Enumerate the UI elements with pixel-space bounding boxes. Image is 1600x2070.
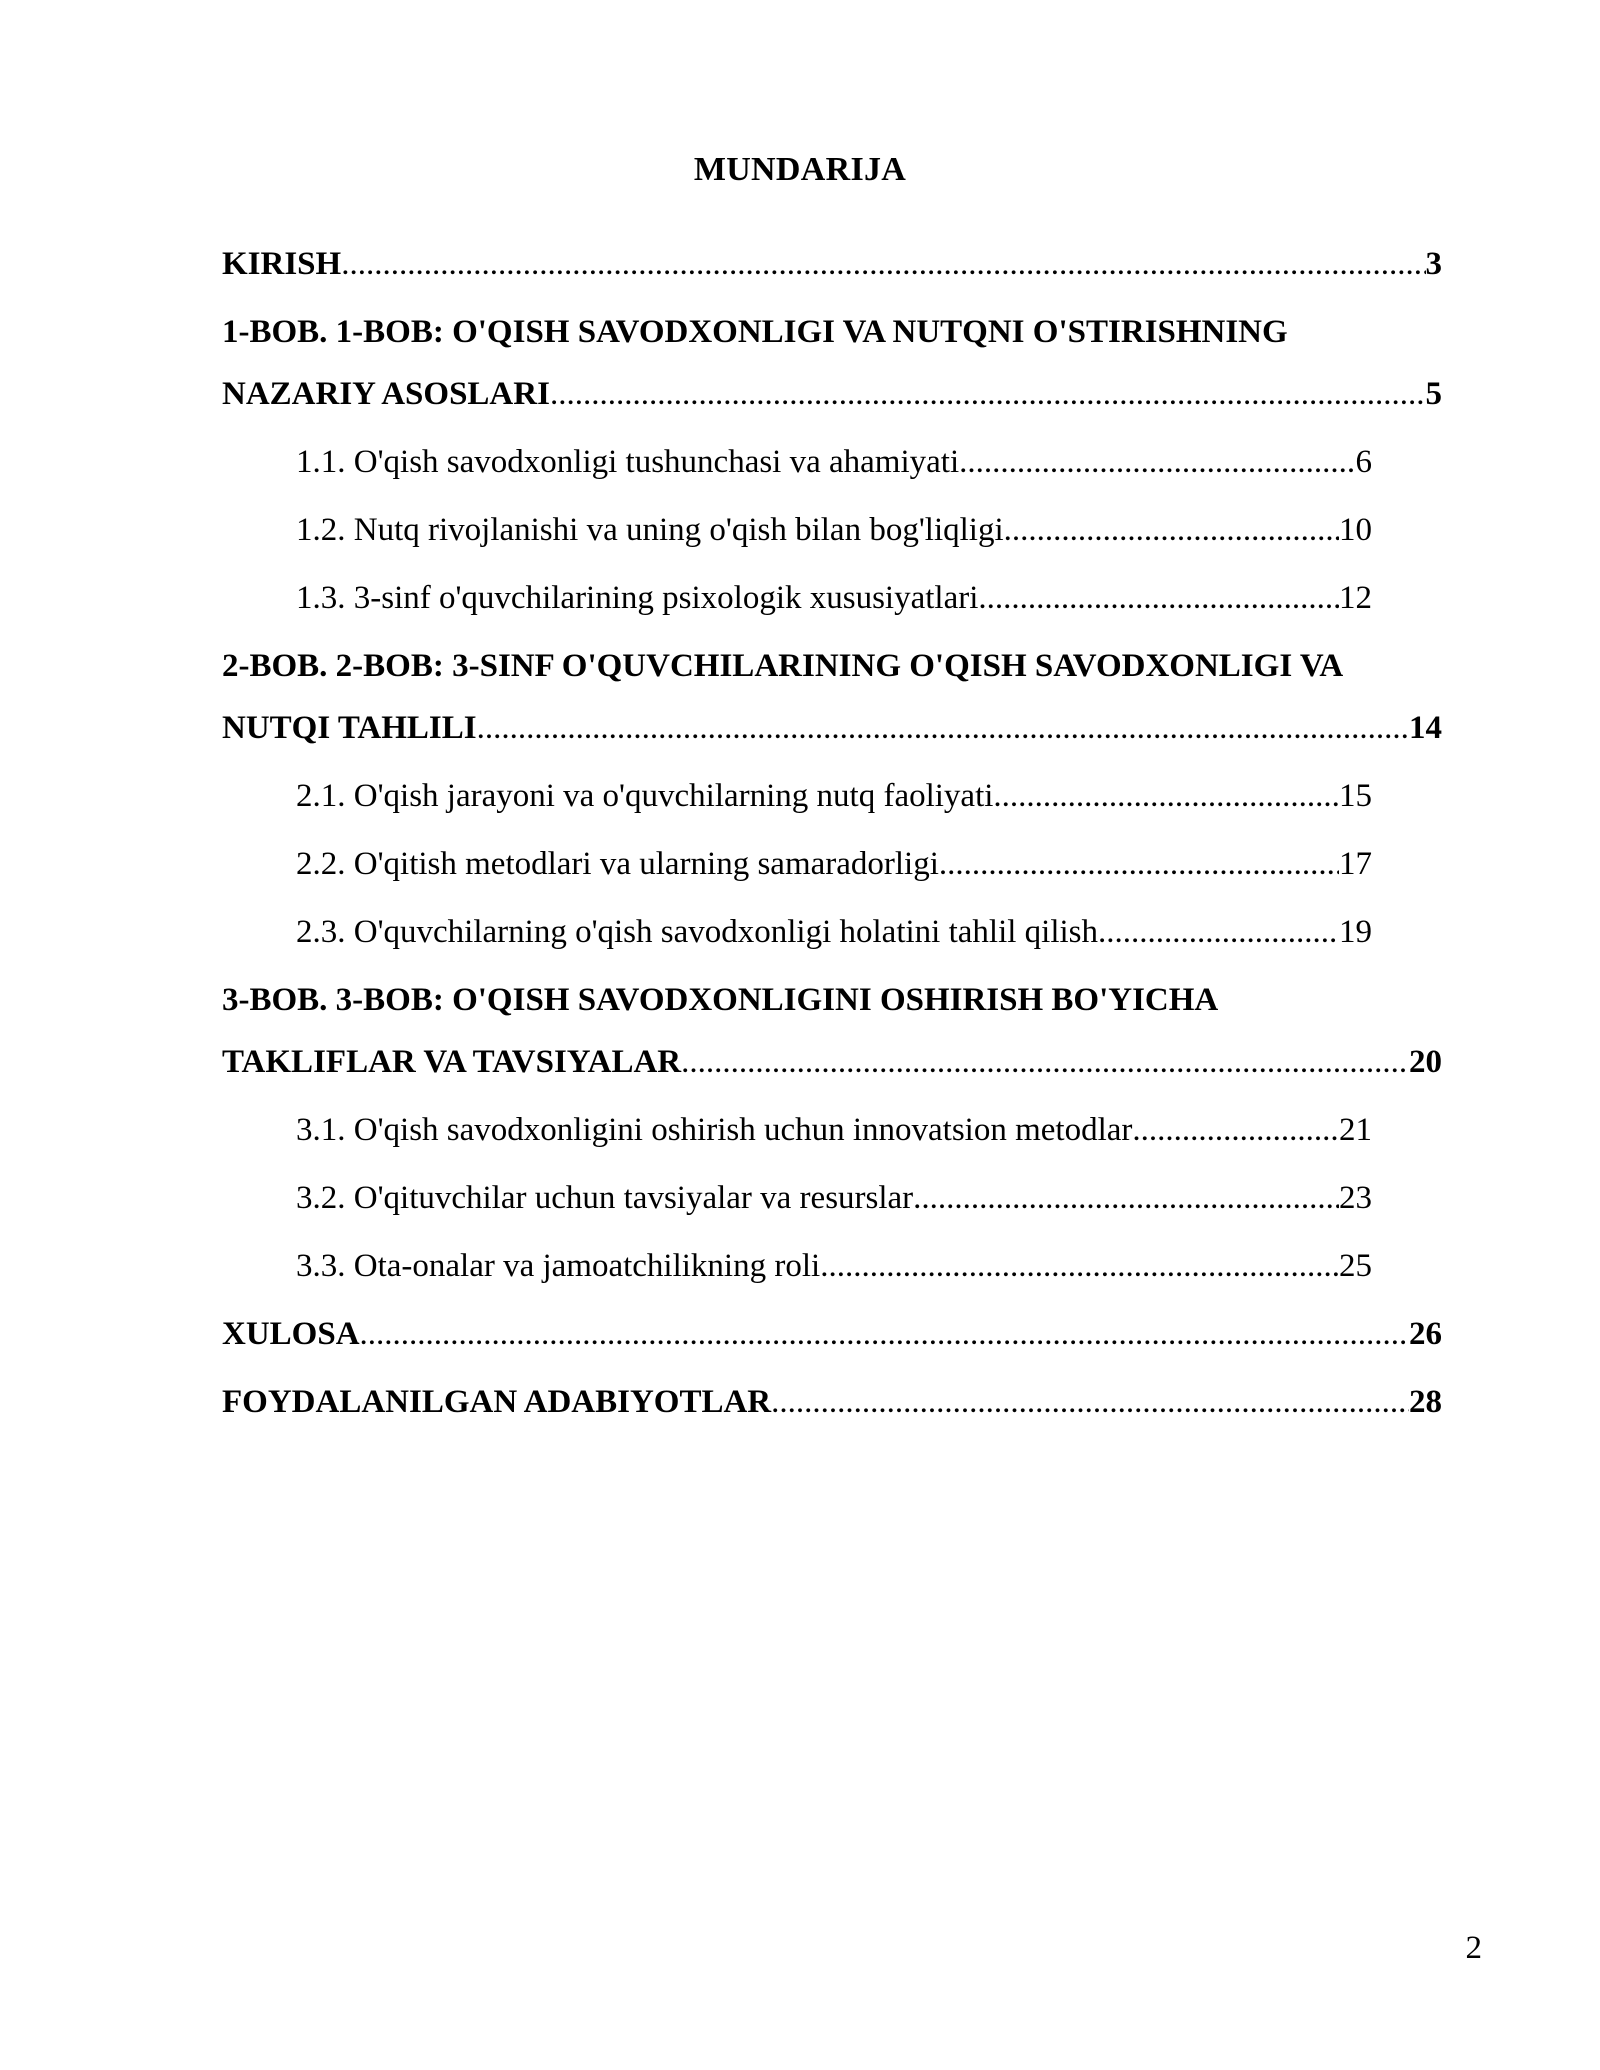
toc-page-number: 10 (1339, 512, 1372, 548)
toc-page-number: 3 (1425, 246, 1442, 282)
dot-leader (820, 1244, 1339, 1288)
toc-chapter-1-heading[interactable] (222, 310, 1442, 372)
toc-chapter-3-heading[interactable] (222, 978, 1442, 1040)
toc-section-2-1[interactable] (222, 774, 1372, 842)
page-title: MUNDARIJA (693, 151, 907, 188)
toc-entry-label: KIRISH (222, 246, 342, 282)
dot-leader (771, 1380, 1409, 1424)
toc-chapter-2-heading[interactable] (222, 644, 1442, 706)
toc-section-1-3[interactable] (222, 576, 1372, 644)
toc-entry-label: XULOSA (222, 1316, 360, 1352)
toc-entry-label: NAZARIY ASOSLARI (222, 376, 550, 412)
toc-entry-label: 1.2. Nutq rivojlanishi va uning o'qish bilan bog'liqligi (296, 512, 1004, 548)
toc-entry-label: 3.3. Ota-onalar va jamoatchilikning roli (296, 1248, 821, 1284)
dot-leader (1004, 508, 1339, 552)
dot-leader (1098, 910, 1339, 954)
toc-entry-label: FOYDALANILGAN ADABIYOTLAR (222, 1384, 772, 1420)
dot-leader (477, 706, 1409, 750)
dot-leader (360, 1312, 1409, 1356)
toc-section-2-3[interactable] (222, 910, 1372, 978)
toc-page-number: 12 (1339, 580, 1372, 616)
toc-section-3-1[interactable] (222, 1108, 1372, 1176)
toc-page-number: 17 (1339, 846, 1372, 882)
toc-entry-label: 1.1. O'qish savodxonligi tushunchasi va ahamiyati (296, 444, 960, 480)
toc-entry-label: NUTQI TAHLILI (222, 710, 477, 746)
toc-section-1-1[interactable] (222, 440, 1372, 508)
toc-chapter-2[interactable] (222, 706, 1442, 774)
toc-section-1-2[interactable] (222, 508, 1372, 576)
table-of-contents (222, 242, 1442, 1448)
toc-page-number: 28 (1409, 1384, 1442, 1420)
toc-page-number: 26 (1409, 1316, 1442, 1352)
toc-entry-label: 1-BOB. 1-BOB: O'QISH SAVODXONLIGI VA NUTQNI O'STIRISHNING (222, 314, 1288, 350)
toc-chapter-1[interactable] (222, 372, 1442, 440)
dot-leader (913, 1176, 1339, 1220)
dot-leader (939, 842, 1339, 886)
toc-page-number: 19 (1339, 914, 1372, 950)
toc-section-3-2[interactable] (222, 1176, 1372, 1244)
dot-leader (993, 774, 1339, 818)
toc-page-number: 15 (1339, 778, 1372, 814)
toc-page-number: 6 (1355, 444, 1372, 480)
toc-page-number: 20 (1409, 1044, 1442, 1080)
dot-leader (978, 576, 1339, 620)
toc-chapter-3[interactable] (222, 1040, 1442, 1108)
toc-entry-xulosa[interactable] (222, 1312, 1442, 1380)
toc-entry-label: 1.3. 3-sinf o'quvchilarining psixologik xususiyatlari (296, 580, 979, 616)
toc-section-2-2[interactable] (222, 842, 1372, 910)
toc-entry-label: 3.1. O'qish savodxonligini oshirish uchun innovatsion metodlar (296, 1112, 1133, 1148)
toc-page-number: 23 (1339, 1180, 1372, 1216)
toc-page-number: 25 (1339, 1248, 1372, 1284)
toc-section-3-3[interactable] (222, 1244, 1372, 1312)
toc-page-number: 5 (1425, 376, 1442, 412)
toc-page-number: 21 (1339, 1112, 1372, 1148)
dot-leader (959, 440, 1355, 484)
toc-entry-adabiyotlar[interactable] (222, 1380, 1442, 1448)
toc-entry-label: 2.1. O'qish jarayoni va o'quvchilarning nutq faoliyati (296, 778, 994, 814)
dot-leader (341, 242, 1425, 286)
toc-entry-label: 3-BOB. 3-BOB: O'QISH SAVODXONLIGINI OSHIRISH BO'YICHA (222, 982, 1219, 1018)
page-number: 2 (1465, 1930, 1482, 1966)
dot-leader (681, 1040, 1409, 1084)
toc-entry-label: 2.2. O'qitish metodlari va ularning samaradorligi (296, 846, 939, 882)
toc-entry-label: TAKLIFLAR VA TAVSIYALAR (222, 1044, 682, 1080)
toc-entry-label: 2-BOB. 2-BOB: 3-SINF O'QUVCHILARINING O'QISH SAVODXONLIGI VA (222, 648, 1344, 684)
toc-entry-label: 2.3. O'quvchilarning o'qish savodxonligi holatini tahlil qilish (296, 914, 1099, 950)
toc-page-number: 14 (1409, 710, 1442, 746)
toc-entry-kirish[interactable] (222, 242, 1442, 310)
toc-entry-label: 3.2. O'qituvchilar uchun tavsiyalar va resurslar (296, 1180, 914, 1216)
dot-leader (1132, 1108, 1339, 1152)
dot-leader (550, 372, 1426, 416)
